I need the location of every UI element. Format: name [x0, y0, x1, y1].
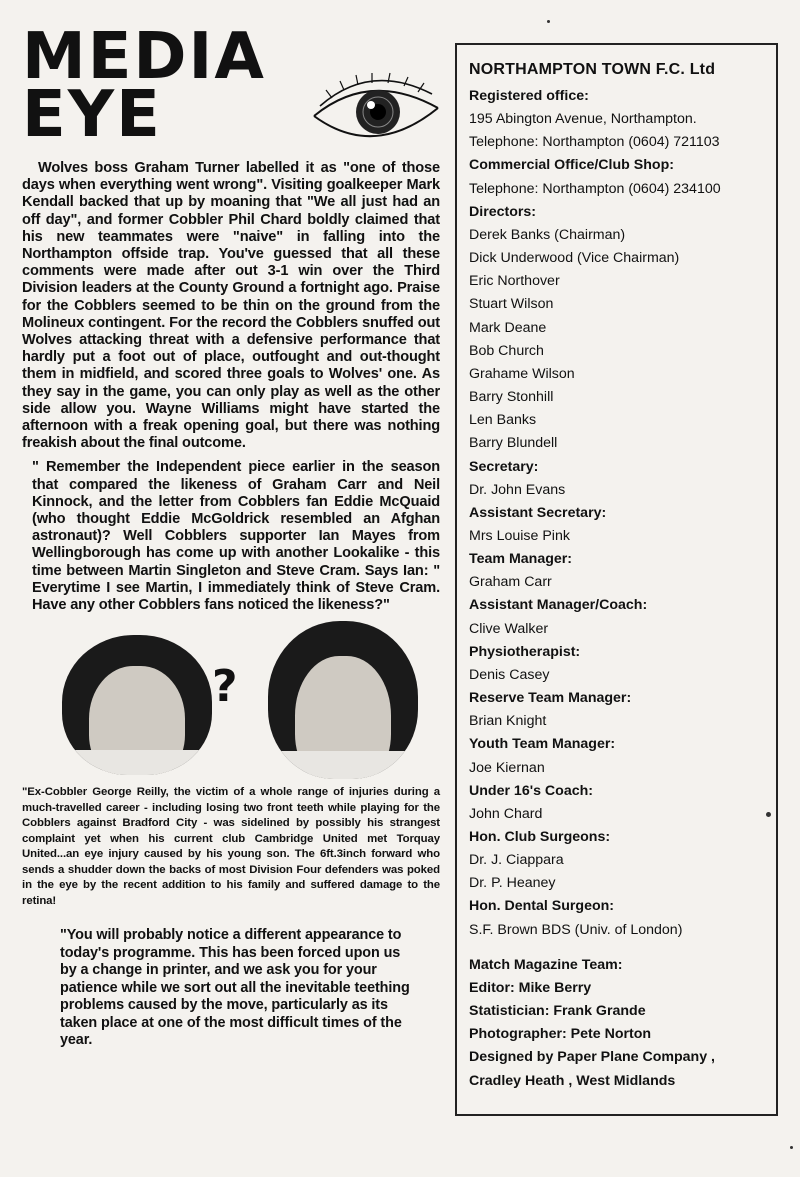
club-info-entry: Bob Church [469, 342, 544, 359]
club-info-heading: Reserve Team Manager: [469, 690, 632, 707]
left-column [22, 20, 440, 1050]
club-info-entry: Dr. John Evans [469, 481, 566, 498]
club-info-heading: Photographer: Pete Norton [469, 1026, 652, 1043]
club-info-heading: Match Magazine Team: [469, 956, 623, 973]
club-info-heading: Team Manager: [469, 551, 573, 568]
club-info-entry: Dick Underwood (Vice Chairman) [469, 250, 680, 267]
masthead [22, 20, 440, 160]
club-info-entry: 195 Abington Avenue, Northampton. [469, 111, 697, 128]
club-info-entry: S.F. Brown BDS (Univ. of London) [469, 921, 683, 938]
club-info-entry: Telephone: Northampton (0604) 234100 [469, 180, 721, 197]
club-info-heading: Designed by Paper Plane Company , [469, 1049, 715, 1066]
club-title: NORTHAMPTON TOWN F.C. Ltd [469, 61, 716, 78]
club-info-heading: Hon. Dental Surgeon: [469, 898, 615, 915]
club-info-entry: Dr. P. Heaney [469, 875, 556, 892]
club-info-heading: Physiotherapist: [469, 643, 581, 660]
club-info-heading: Registered office: [469, 88, 589, 104]
photo-steve-cram [268, 621, 418, 779]
club-info-heading: Hon. Club Surgeons: [469, 829, 611, 845]
eye-icon [310, 68, 442, 158]
club-info-list [469, 85, 776, 1093]
print-speck [790, 1146, 793, 1149]
club-info-heading: Commercial Office/Club Shop: [469, 157, 674, 174]
club-info-entry: Mrs Louise Pink [469, 527, 570, 544]
club-info-entry: Clive Walker [469, 620, 549, 637]
club-info-entry: Barry Blundell [469, 435, 558, 452]
club-info-entry: Stuart Wilson [469, 296, 554, 313]
club-info-entry: Telephone: Northampton (0604) 721103 [469, 134, 720, 151]
club-info-heading: Directors: [469, 203, 537, 220]
print-speck [547, 20, 550, 23]
club-info-heading: Cradley Heath , West Midlands [469, 1072, 676, 1089]
question-mark: ? [212, 661, 238, 713]
club-info-entry: Eric Northover [469, 273, 560, 290]
club-info-heading: Editor: Mike Berry [469, 979, 592, 996]
club-info-heading: Assistant Secretary: [469, 504, 607, 521]
wolves-article: Wolves boss Graham Turner labelled it as "one of those days when everything went wrong". Visiting goalkeeper Mark Kendall backed that up by moaning that "We all just had an off day", and former Cobbler Phil Chard boldly claimed that his new teammates were "naive" in falling into the Northampton offside trap. You've guessed that all these comments were made after out 3-1 win over the Third Division leaders at the County Ground a fortnight ago. Praise for the Cobblers seemed to be thin on the ground from the Molineux contingent. For the record the Cobblers snuffed out Wolves attacking threat with a defensive performance that hardly put a foot out of place, outfought and out-thought them in midfield, and scored three goals to Wolves' one. As they say in the game, you can only play as well as the other side allow you. Wayne Williams might have started the afternoon with a freak opening goal, but there was nothing freakish about the final outcome. [22, 160, 440, 452]
club-info-entry: Grahame Wilson [469, 365, 575, 382]
reilly-article: "Ex-Cobbler George Reilly, the victim of a whole range of injuries during a much-travelled career - including losing two front teeth while playing for the Cobblers against Bradford City - was sidelined by possibly his strangest complaint yet when his current club Cambridge United met Torquay United...an eye injury caused by his young son. The 6ft.3inch forward who sends a shudder down the backs of most Division Four defenders was poked in the eye by the recent addition to his family and suffered damage to the retina! [22, 786, 440, 907]
club-info-entry: John Chard [469, 805, 543, 822]
lookalike-photos [22, 621, 440, 781]
club-info-heading: Under 16's Coach: [469, 782, 594, 799]
lookalike-article: " Remember the Independent piece earlier in the season that compared the likeness of Graham Carr and Neil Kinnock, and the letter from Cobblers fan Eddie McQuaid (who thought Eddie McGoldrick resembled an Afghan astronaut)? Well Cobblers supporter Ian Mayes from Wellingborough has come up with another Lookalike - this time between Martin Singleton and Steve Cram. Says Ian: " Everytime I see Martin, I immediately think of Steve Cram. Have any other Cobblers fans noticed the likeness?" [32, 459, 440, 614]
masthead-line-1: MEDIA [22, 20, 266, 94]
printer-notice: "You will probably notice a different appearance to today's programme. This has been forced upon us by a change in printer, and we ask you for your patience while we sort out all the inevitable teething problems caused by the move, particularly as its taken place at one of the most difficult times of the year. [60, 927, 410, 1049]
club-info-heading: Secretary: [469, 458, 539, 475]
club-info-heading: Youth Team Manager: [469, 736, 616, 753]
club-info-entry: Joe Kiernan [469, 759, 545, 776]
print-speck [766, 812, 771, 817]
club-info-entry: Graham Carr [469, 574, 552, 591]
club-info-entry: Brian Knight [469, 713, 547, 730]
club-info-entry: Denis Casey [469, 666, 550, 683]
club-info-entry: Dr. J. Ciappara [469, 852, 564, 869]
masthead-line-2: EYE [22, 78, 162, 152]
photo-martin-singleton [62, 635, 212, 775]
club-info-entry: Mark Deane [469, 319, 547, 336]
club-info-heading: Statistician: Frank Grande [469, 1003, 646, 1020]
club-info-box [455, 43, 778, 1116]
club-info-entry: Derek Banks (Chairman) [469, 226, 626, 243]
club-info-entry: Len Banks [469, 412, 537, 429]
club-info-entry: Barry Stonhill [469, 389, 554, 406]
club-info-heading: Assistant Manager/Coach: [469, 597, 648, 614]
